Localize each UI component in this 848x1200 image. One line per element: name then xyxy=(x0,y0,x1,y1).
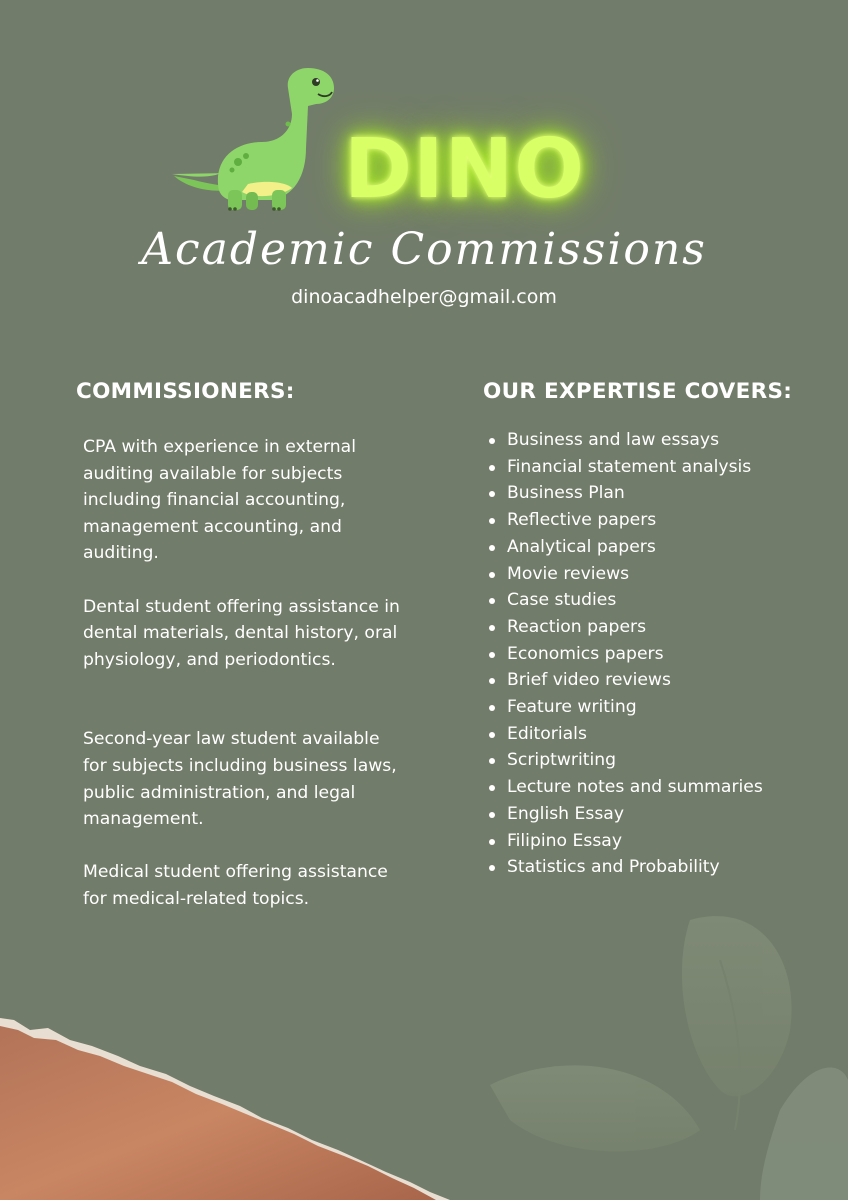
bullet-icon xyxy=(489,732,495,738)
expertise-item xyxy=(487,561,827,588)
expertise-item xyxy=(487,427,827,454)
commissioner-item: Medical student offering assistance for medical-related topics. xyxy=(83,862,388,909)
bullet-icon xyxy=(489,705,495,711)
expertise-item xyxy=(487,507,827,534)
expertise-item xyxy=(487,480,827,507)
expertise-label: Lecture notes and summaries xyxy=(507,777,763,798)
torn-paper xyxy=(0,1018,450,1200)
bullet-icon xyxy=(489,438,495,444)
bullet-icon xyxy=(489,678,495,684)
bullet-icon xyxy=(489,758,495,764)
expertise-item xyxy=(487,454,827,481)
expertise-item xyxy=(487,828,827,855)
expertise-label: Scriptwriting xyxy=(507,750,617,771)
dino-mascot-icon xyxy=(168,66,340,216)
expertise-item xyxy=(487,774,827,801)
bullet-icon xyxy=(489,785,495,791)
expertise-item xyxy=(487,587,827,614)
commissioner-item: Second-year law student available for subjects including business laws, public administration, and legal management. xyxy=(83,729,397,830)
commissioner-item: CPA with experience in external auditing available for subjects including financial accounting, management accounting, and auditing. xyxy=(83,437,356,564)
expertise-item xyxy=(487,534,827,561)
expertise-label: Statistics and Probability xyxy=(507,857,720,878)
commissioner-item: Dental student offering assistance in dental materials, dental history, oral physiology, and periodontics. xyxy=(83,596,400,670)
expertise-label: Financial statement analysis xyxy=(507,456,752,477)
bullet-icon xyxy=(489,545,495,551)
expertise-label: English Essay xyxy=(507,803,624,824)
expertise-item xyxy=(487,694,827,721)
expertise-label: Brief video reviews xyxy=(507,670,671,691)
expertise-item xyxy=(487,747,827,774)
bullet-icon xyxy=(489,572,495,578)
expertise-label: Movie reviews xyxy=(507,563,630,584)
commissioners-list xyxy=(83,434,403,913)
expertise-item xyxy=(487,801,827,828)
page-subtitle: Academic Commissions xyxy=(141,224,707,275)
expertise-item xyxy=(487,854,827,881)
leaf-decoration xyxy=(490,916,848,1200)
contact-email[interactable]: dinoacadhelper@gmail.com xyxy=(291,286,557,308)
expertise-label: Business and law essays xyxy=(507,430,720,450)
expertise-label: Case studies xyxy=(507,590,617,611)
bullet-icon xyxy=(489,865,495,871)
expertise-item xyxy=(487,667,827,694)
brand-logo-text: DINO xyxy=(344,122,585,217)
bullet-icon xyxy=(489,491,495,497)
bullet-icon xyxy=(489,518,495,524)
bullet-icon xyxy=(489,839,495,845)
expertise-list xyxy=(487,427,827,881)
expertise-item xyxy=(487,721,827,748)
expertise-heading: OUR EXPERTISE COVERS: xyxy=(483,379,793,404)
bullet-icon xyxy=(489,598,495,604)
expertise-label: Economics papers xyxy=(507,643,664,664)
expertise-label: Filipino Essay xyxy=(507,830,622,851)
bullet-icon xyxy=(489,652,495,658)
commissioners-heading: COMMISSIONERS: xyxy=(76,379,295,404)
expertise-label: Reaction papers xyxy=(507,616,647,637)
expertise-label: Analytical papers xyxy=(507,536,656,557)
expertise-label: Reflective papers xyxy=(507,510,657,531)
bullet-icon xyxy=(489,812,495,818)
expertise-label: Editorials xyxy=(507,723,587,744)
bullet-icon xyxy=(489,625,495,631)
expertise-label: Business Plan xyxy=(507,483,625,504)
bullet-icon xyxy=(489,465,495,471)
expertise-item xyxy=(487,641,827,668)
expertise-item xyxy=(487,614,827,641)
expertise-label: Feature writing xyxy=(507,697,637,718)
